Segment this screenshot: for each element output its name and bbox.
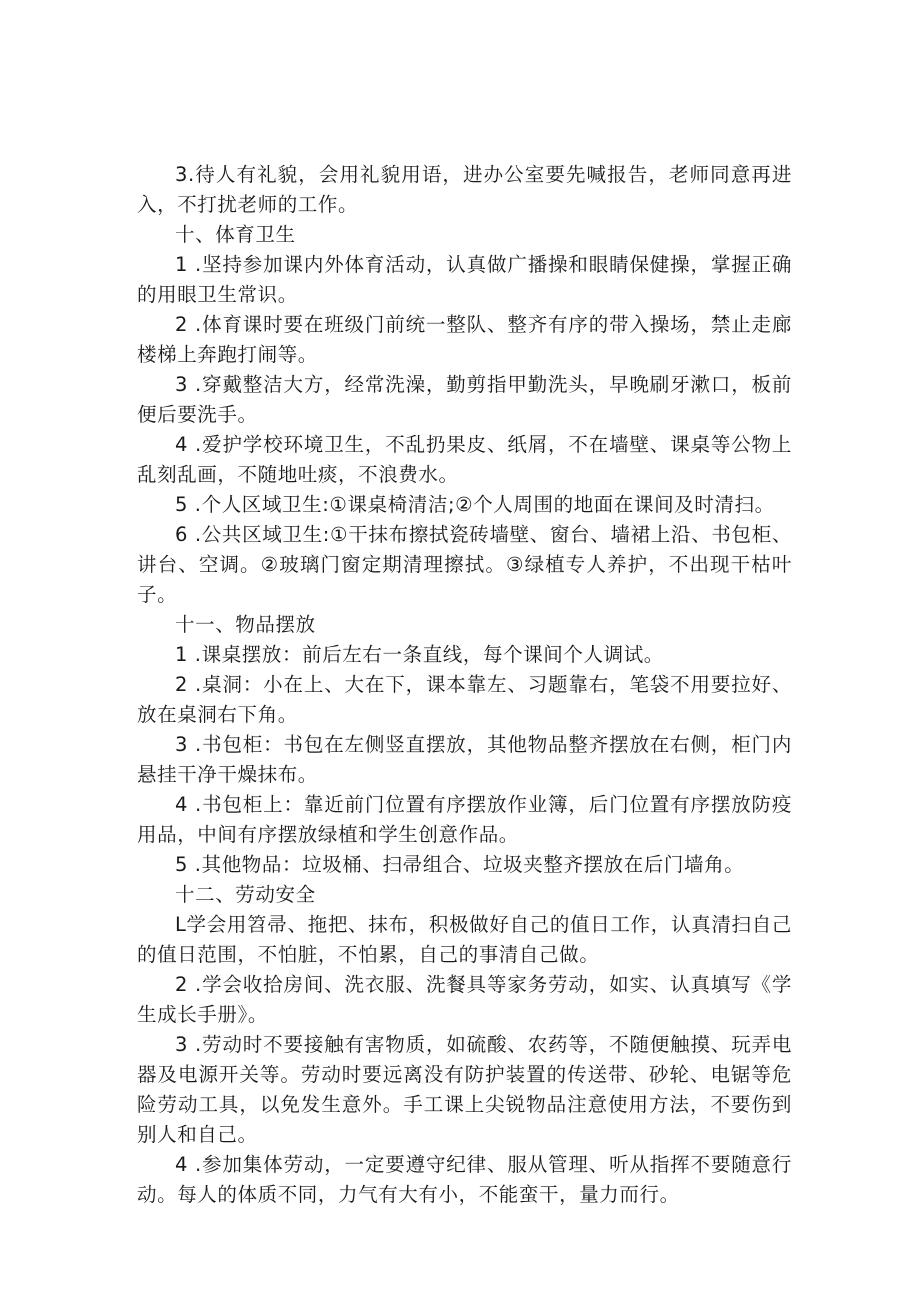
rule-sports-4: 4 .爱护学校环境卫生，不乱扔果皮、纸屑，不在墙壁、课桌等公物上乱刻乱画，不随地吐痰，不浪费水。 bbox=[137, 433, 792, 486]
rule-items-1: 1 .课桌摆放：前后左右一条直线，每个课间个人调试。 bbox=[175, 643, 664, 666]
rule-labor-3: 3 .劳动时不要接触有害物质，如硫酸、农药等，不随便触摸、玩弄电器及电源开关等。劳动时要远离没有防护装置的传送带、砂轮、电锯等危险劳动工具，以免发生意外。手工课上尖锐物品注意使用方法，不要伤到别人和自己。 bbox=[137, 1033, 792, 1146]
rule-items-5: 5 .其他物品：垃圾桶、扫帚组合、垃圾夹整齐摆放在后门墙角。 bbox=[175, 853, 745, 876]
rule-courtesy-3: 3.待人有礼貌，会用礼貌用语，进办公室要先喊报告，老师同意再进入，不打扰老师的工作。 bbox=[137, 163, 792, 216]
rule-labor-2: 2 .学会收拾房间、洗衣服、洗餐具等家务劳动，如实、认真填写《学生成长手册》。 bbox=[137, 973, 792, 1026]
rule-labor-1: L学会用笤帚、拖把、抹布，积极做好自己的值日工作，认真清扫自己的值日范围，不怕脏，不怕累，自己的事清自己做。 bbox=[137, 913, 792, 966]
rule-sports-3: 3 .穿戴整洁大方，经常洗澡，勤剪指甲勤洗头，早晚刷牙漱口，板前便后要洗手。 bbox=[137, 373, 792, 426]
rule-sports-6: 6 .公共区域卫生:①干抹布擦拭瓷砖墙壁、窗台、墙裙上沿、书包柜、讲台、空调。②玻璃门窗定期清理擦拭。③绿植专人养护，不出现干枯叶子。 bbox=[137, 523, 792, 606]
section-heading-10: 十、体育卫生 bbox=[175, 223, 296, 246]
section-heading-12: 十二、劳动安全 bbox=[175, 883, 316, 906]
document-page bbox=[137, 160, 792, 1210]
rule-items-4: 4 .书包柜上：靠近前门位置有序摆放作业簿，后门位置有序摆放防疫用品，中间有序摆放绿植和学生创意作品。 bbox=[137, 793, 792, 846]
rule-sports-1: 1 .坚持参加课内外体育活动，认真做广播操和眼睛保健操，掌握正确的用眼卫生常识。 bbox=[137, 253, 792, 306]
rule-sports-5: 5 .个人区域卫生:①课桌椅清洁;②个人周围的地面在课间及时清扫。 bbox=[175, 493, 775, 516]
rule-labor-4: 4 .参加集体劳动，一定要遵守纪律、服从管理、听从指挥不要随意行动。每人的体质不同，力气有大有小，不能蛮干，量力而行。 bbox=[137, 1153, 792, 1206]
rule-items-3: 3 .书包柜：书包在左侧竖直摆放，其他物品整齐摆放在右侧，柜门内悬挂干净干燥抹布。 bbox=[137, 733, 792, 786]
section-heading-11: 十一、物品摆放 bbox=[175, 613, 316, 636]
rule-items-2: 2 .桌洞：小在上、大在下，课本靠左、习题靠右，笔袋不用要拉好、放在桌洞右下角。 bbox=[137, 673, 792, 726]
rule-sports-2: 2 .体育课时要在班级门前统一整队、整齐有序的带入操场，禁止走廊楼梯上奔跑打闹等。 bbox=[137, 313, 792, 366]
